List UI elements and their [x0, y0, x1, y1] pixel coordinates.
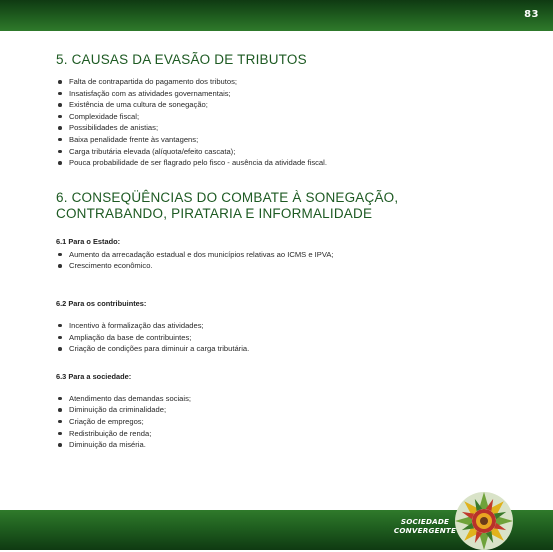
list-item: Insatisfação com as atividades governamentais; [56, 88, 526, 100]
subsection-6-2-list [56, 320, 526, 355]
list-item: Pouca probabilidade de ser flagrado pelo fisco - ausência da atividade fiscal. [56, 157, 526, 169]
list-item: Ampliação da base de contribuintes; [56, 332, 526, 344]
list-item: Diminuição da criminalidade; [56, 404, 526, 416]
subsection-6-1-heading: 6.1 Para o Estado: [56, 236, 121, 246]
list-item: Atendimento das demandas sociais; [56, 393, 526, 405]
brand-line2: CONVERGENTE [393, 525, 457, 535]
list-item: Complexidade fiscal; [56, 111, 526, 123]
section-5-title: 5. CAUSAS DA EVASÃO DE TRIBUTOS [56, 52, 307, 67]
list-item: Aumento da arrecadação estadual e dos municípios relativas ao ICMS e IPVA; [56, 249, 526, 261]
list-item: Existência de uma cultura de sonegação; [56, 99, 526, 111]
subsection-6-2-heading: 6.2 Para os contribuintes: [56, 298, 147, 308]
section-6-title-line2: CONTRABANDO, PIRATARIA E INFORMALIDADE [56, 205, 373, 221]
list-item: Incentivo à formalização das atividades; [56, 320, 526, 332]
brand-wordmark [390, 518, 460, 535]
list-item: Possibilidades de anistias; [56, 122, 526, 134]
page-number: 83 [524, 9, 539, 20]
list-item: Crescimento econômico. [56, 260, 526, 272]
section-6-title-line1: 6. CONSEQÜÊNCIAS DO COMBATE À SONEGAÇÃO, [56, 189, 399, 205]
list-item: Carga tributária elevada (alíquota/efeito cascata); [56, 146, 526, 158]
list-item: Falta de contrapartida do pagamento dos tributos; [56, 76, 526, 88]
list-item: Criação de condições para diminuir a carga tributária. [56, 343, 526, 355]
brand-line1: SOCIEDADE [400, 517, 450, 526]
list-item: Criação de empregos; [56, 416, 526, 428]
header-bar [0, 0, 553, 31]
list-item: Baixa penalidade frente às vantagens; [56, 134, 526, 146]
list-item: Diminuição da miséria. [56, 439, 526, 451]
list-item: Redistribuição de renda; [56, 428, 526, 440]
subsection-6-3-list [56, 393, 526, 451]
section-5-list [56, 76, 526, 169]
page-content [56, 50, 526, 451]
subsection-6-1-list [56, 249, 526, 272]
section-6-title [56, 190, 526, 222]
subsection-6-3-heading: 6.3 Para a sociedade: [56, 371, 132, 381]
sunflower-emblem-icon [453, 490, 515, 552]
